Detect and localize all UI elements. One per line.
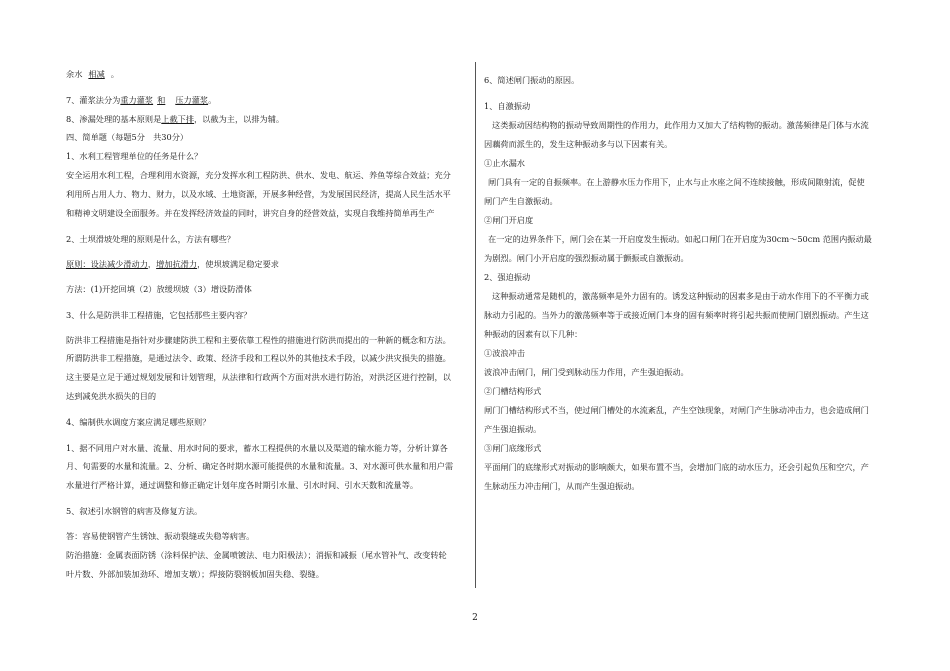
answer-1-line: 安全运用水利工程，合理利用水资源，充分发挥水利工程防洪、供水、发电、航运、养鱼等综合效益；充分 [66,170,451,180]
paragraph-line: 产生强迫振动。 [484,424,542,434]
text: 8、渗漏处理的基本原则是 [66,114,162,124]
section-heading: 四、简单题（每题5分 共30分） [66,132,189,142]
text: 。 [208,95,217,105]
answer-3-line: 防洪非工程措施是指针对步骤建防洪工程和主要依靠工程性的措施进行防洪而提出的一种新的概念和方法。 [66,335,451,345]
subsection-heading: 2、强迫振动 [484,272,531,282]
answer-blank: 压力灌浆 [175,95,209,105]
item-heading: ①止水漏水 [484,158,525,168]
text: ，以截为主，以排为辅。 [194,114,285,124]
answer-3-line: 达到减免洪水损失的目的 [66,391,157,401]
paragraph-line: 生脉动压力冲击闸门，从而产生强迫振动。 [484,481,640,491]
item-heading: ②闸门开启度 [484,215,534,225]
answer-4-line: 1、据不同用户对水量、流量、用水时间的要求，蓄水工程提供的水量以及渠道的输水能力等，分析计算各 [66,443,448,453]
answer-2-principle [66,258,279,270]
text: 。 [110,69,119,79]
fill-blank-line-7 [66,94,216,106]
text: 原则： [66,259,91,269]
text: 和 [157,95,166,105]
question-5: 5、叙述引水钢管的病害及修复方法。 [66,506,203,516]
answer-blank: 重力灌浆 [120,95,154,105]
answer-5-line: 答：容易使钢管产生锈蚀、振动裂缝或失稳等病害。 [66,531,255,541]
item-heading: ②门槽结构形式 [484,386,542,396]
answer-underline: 增加抗滑力 [156,259,198,269]
paragraph-line: 为剧烈。闸门小开启度的强烈振动属于颤振或自激振动。 [484,253,689,263]
paragraph-line: 在一定的边界条件下，闸门会在某一开启度发生振动。如起口闸门在开启度为30cm～50cm 范围内振动最 [488,234,872,244]
paragraph-line: 闸门产生自激振动。 [484,196,558,206]
paragraph-line: 平面闸门的底缘形式对振动的影响颇大，如果布置不当，会增加门底的动水压力，还会引起负压和空穴，产 [484,462,869,472]
question-4: 4、编制供水调度方案应满足哪些原则？ [66,417,211,427]
answer-4-line: 水量进行严格计算，通过调整和修正确定计划年度各时期引水量、引水时间、引水天数和流量等。 [66,480,419,490]
paragraph-line: 这类振动因结构物的振动导致周期性的作用力，此作用力又加大了结构物的振动。激荡频律是门体与水流 [492,120,869,130]
text: 7、灌浆法分为 [66,95,121,105]
answer-blank: 相减 [88,69,105,79]
paragraph-line: 波浪冲击闸门，闸门受到脉动压力作用，产生强迫振动。 [484,367,689,377]
answer-3-line: 这主要是立足于通过规划发展和计划管理，从法律和行政两个方面对洪水进行防治，对洪泛区进行控制，以 [66,372,451,382]
question-6: 6、简述闸门振动的原因。 [484,75,580,85]
answer-2-methods: 方法：(1)开挖回填（2）放缓坝坡（3）增设防滑体 [66,284,252,294]
subsection-heading: 1、自激振动 [484,101,531,111]
paragraph-line: 脉动力引起的。当外力的激荡频率等于或接近闸门本身的固有频率时将引起共振而使闸门剧烈振动。产生这 [484,310,869,320]
paragraph-line: 这种振动通常是随机的，激荡频率是外力固有的。诱发这种振动的因素多是由于动水作用下的不平衡力或 [492,291,869,301]
answer-5-line: 防治措施：金属表面防锈（涂料保护法、金属喷镀法、电力阳极法）；消振和减振（尾水管补气、改变转轮 [66,550,447,560]
paragraph-line: 闸门具有一定的自振频率。在上游静水压力作用下，止水与止水座之间不连续接触，形成间隙射流，促使 [488,177,865,187]
question-3: 3、什么是防洪非工程措施，它包括那些主要内容？ [66,310,252,320]
text: ，使坝坡满足稳定要求 [197,259,279,269]
answer-4-line: 月、旬需要的水量和流量。2、分析、确定各时期水源可能提供的水量和流量。3、对水源可供水量和用户需 [66,461,454,471]
page-number: 2 [472,613,478,623]
paragraph-line: 种振动的因素有以下几种： [484,329,583,339]
text: 余水 [66,69,83,79]
answer-5-line: 叶片数、外部加装加劲环、增加支墩）；焊接防裂钢板加固失稳、裂缝。 [66,569,324,579]
item-heading: ③闸门底缘形式 [484,443,542,453]
item-heading: ①波浪冲击 [484,348,525,358]
paragraph-line: 因藕荷而派生的，发生这种振动多与以下因素有关。 [484,139,673,149]
column-divider [475,62,476,588]
answer-1-line: 和精神文明建设全面服务。并在发挥经济效益的同时，讲究自身的经营效益，实现自我维持简单再生产 [66,208,435,218]
question-2: 2、土坝滑坡处理的原则是什么，方法有哪些？ [66,234,235,244]
answer-underline: 设法减少滑动力 [90,259,148,269]
answer-3-line: 所谓防洪非工程措施，是通过法令、政策、经济手段和工程以外的其他技术手段，以减少洪灾损失的措施。 [66,353,451,363]
answer-1-line: 利用所占用人力、物力、财力，以及水域、土地资源，开展多种经营，为发展国民经济，提高人民生活水平 [66,189,451,199]
fill-blank-line-6 [66,68,119,80]
text: ， [147,259,157,269]
paragraph-line: 闸门门槽结构形式不当，使过闸门槽处的水流紊乱，产生空蚀现象，对闸门产生脉动冲击力，也会造成闸门 [484,405,869,415]
answer-blank: 上截下排 [161,114,195,124]
fill-blank-line-8 [66,113,284,125]
question-1: 1、水利工程管理单位的任务是什么？ [66,151,203,161]
